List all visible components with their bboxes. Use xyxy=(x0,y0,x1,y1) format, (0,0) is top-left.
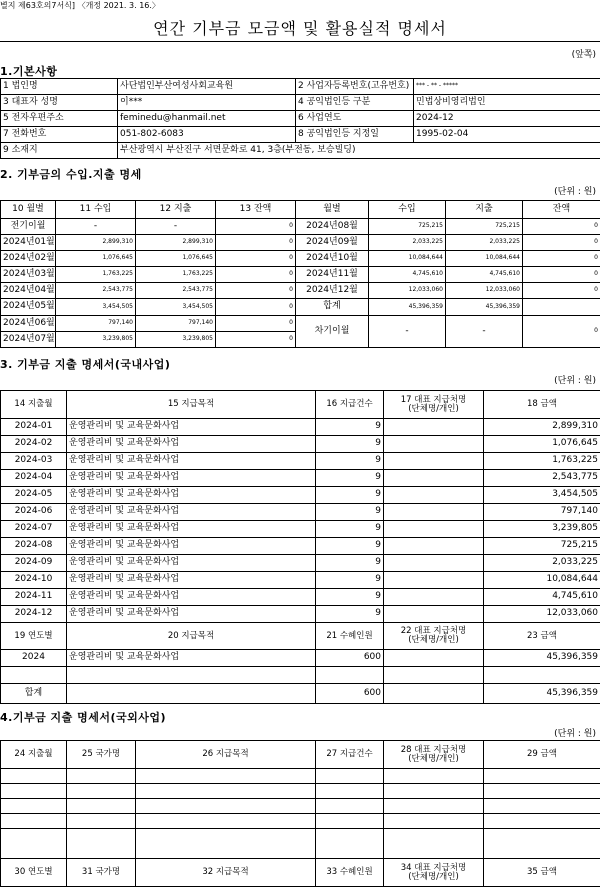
month-cell: 2024년12월 xyxy=(296,283,369,299)
carry-balance: 0 xyxy=(523,316,600,348)
month-cell: 2024-02 xyxy=(1,436,67,453)
field-value: *** - ** - ***** xyxy=(414,79,600,95)
empty-cell xyxy=(136,814,316,829)
field-label: 5 전자우편주소 xyxy=(1,111,118,127)
empty-cell xyxy=(1,784,67,799)
unit-note: (단위 : 원) xyxy=(554,184,596,197)
amount-cell: 1,763,225 xyxy=(484,453,600,470)
column-header: 15 지급목적 xyxy=(67,391,316,419)
table-row xyxy=(1,769,600,784)
empty-cell xyxy=(384,784,484,799)
year-cell: 2024 xyxy=(1,650,67,667)
column-header: 32 지급목적 xyxy=(136,859,316,887)
empty-cell xyxy=(484,814,600,829)
empty-cell xyxy=(67,769,136,784)
amount-cell: 10,084,644 xyxy=(484,572,600,589)
empty-cell xyxy=(136,769,316,784)
expense-cell: 12,033,060 xyxy=(446,283,523,299)
purpose-cell: 운영관리비 및 교육문화사업 xyxy=(67,453,316,470)
empty-cell xyxy=(384,684,484,704)
column-header: 잔액 xyxy=(523,201,600,219)
recipient-cell xyxy=(384,504,484,521)
recipient-cell xyxy=(384,538,484,555)
total-row xyxy=(1,684,600,704)
unit-note: (단위 : 원) xyxy=(554,726,596,739)
table-header-row xyxy=(1,623,600,650)
amount-cell: 2,899,310 xyxy=(484,419,600,436)
count-cell: 9 xyxy=(316,453,384,470)
table-row xyxy=(1,521,600,538)
column-header: 11 수입 xyxy=(56,201,136,219)
table-row xyxy=(1,95,600,111)
income-cell: 1,076,645 xyxy=(56,251,136,267)
table-row xyxy=(1,436,600,453)
column-header: 22 대표 지급처명 (단체명/개인) xyxy=(384,623,484,650)
month-cell: 2024년06월 xyxy=(1,316,56,332)
table-row xyxy=(1,470,600,487)
field-value: 1995-02-04 xyxy=(414,127,600,143)
section-income-title: 2. 기부금의 수입.지출 명세 xyxy=(0,166,142,182)
expense-cell: 2,543,775 xyxy=(136,283,216,299)
purpose-cell: 운영관리비 및 교육문화사업 xyxy=(67,521,316,538)
recipient-cell xyxy=(384,521,484,538)
month-cell: 2024-12 xyxy=(1,606,67,623)
balance-cell: 0 xyxy=(216,251,296,267)
empty-cell xyxy=(67,829,136,859)
column-header: 24 지출월 xyxy=(1,741,67,769)
balance-cell: 0 xyxy=(523,267,600,283)
count-cell: 9 xyxy=(316,504,384,521)
balance-cell: 0 xyxy=(523,251,600,267)
column-header: 13 잔액 xyxy=(216,201,296,219)
income-cell: 3,239,805 xyxy=(56,332,136,348)
field-value: 부산광역시 부산진구 서면문화로 41, 3층(부전동, 보승빌딩) xyxy=(118,143,600,159)
empty-cell xyxy=(316,814,384,829)
expense-cell: - xyxy=(136,219,216,235)
basic-info-table xyxy=(0,78,600,159)
expense-cell: 1,763,225 xyxy=(136,267,216,283)
count-cell: 9 xyxy=(316,555,384,572)
amount-cell: 2,033,225 xyxy=(484,555,600,572)
count-cell: 9 xyxy=(316,487,384,504)
field-label: 4 공익법인등 구분 xyxy=(296,95,414,111)
balance-cell: 0 xyxy=(216,316,296,332)
table-header-row xyxy=(1,201,600,219)
count-cell: 9 xyxy=(316,606,384,623)
income-cell: 4,745,610 xyxy=(369,267,446,283)
table-row xyxy=(1,799,600,814)
empty-cell xyxy=(484,799,600,814)
recipient-cell xyxy=(384,650,484,667)
table-row xyxy=(1,283,600,299)
table-row xyxy=(1,589,600,606)
purpose-cell: 운영관리비 및 교육문화사업 xyxy=(67,589,316,606)
domestic-table xyxy=(0,390,600,704)
column-header: 29 금액 xyxy=(484,741,600,769)
expense-cell: 725,215 xyxy=(446,219,523,235)
field-label: 9 소재지 xyxy=(1,143,118,159)
expense-cell: 1,076,645 xyxy=(136,251,216,267)
table-row xyxy=(1,667,600,684)
empty-cell xyxy=(136,799,316,814)
purpose-cell: 운영관리비 및 교육문화사업 xyxy=(67,436,316,453)
total-beneficiaries: 600 xyxy=(316,684,384,704)
table-row xyxy=(1,538,600,555)
beneficiary-cell: 600 xyxy=(316,650,384,667)
table-row xyxy=(1,572,600,589)
purpose-cell: 운영관리비 및 교육문화사업 xyxy=(67,572,316,589)
balance-cell: 0 xyxy=(216,299,296,316)
form-note: 별지 제63호의7서식] 〈개정 2021. 3. 16.〉 xyxy=(0,0,160,11)
column-header: 35 금액 xyxy=(484,859,600,887)
table-row xyxy=(1,79,600,95)
month-cell: 2024년03월 xyxy=(1,267,56,283)
income-cell: 12,033,060 xyxy=(369,283,446,299)
income-cell: 797,140 xyxy=(56,316,136,332)
table-header-row xyxy=(1,741,600,769)
income-cell: 45,396,359 xyxy=(369,299,446,316)
table-row xyxy=(1,829,600,859)
table-row xyxy=(1,419,600,436)
empty-cell xyxy=(316,667,384,684)
total-label: 합계 xyxy=(1,684,67,704)
empty-cell xyxy=(136,784,316,799)
column-header: 25 국가명 xyxy=(67,741,136,769)
table-header-row xyxy=(1,859,600,887)
column-header: 지출 xyxy=(446,201,523,219)
amount-cell: 45,396,359 xyxy=(484,650,600,667)
empty-cell xyxy=(484,769,600,784)
field-value: 2024-12 xyxy=(414,111,600,127)
empty-cell xyxy=(67,684,316,704)
amount-cell: 797,140 xyxy=(484,504,600,521)
month-cell: 2024-07 xyxy=(1,521,67,538)
purpose-cell: 운영관리비 및 교육문화사업 xyxy=(67,555,316,572)
carry-income: - xyxy=(369,316,446,348)
income-cell: 725,215 xyxy=(369,219,446,235)
table-row xyxy=(1,219,600,235)
empty-cell xyxy=(1,667,67,684)
column-header: 16 지급건수 xyxy=(316,391,384,419)
page-title: 연간 기부금 모금액 및 활용실적 명세서 xyxy=(0,16,600,39)
income-cell: 1,763,225 xyxy=(56,267,136,283)
month-cell: 2024-09 xyxy=(1,555,67,572)
column-header: 30 연도별 xyxy=(1,859,67,887)
month-cell: 합계 xyxy=(296,299,369,316)
balance-cell: 0 xyxy=(523,235,600,251)
table-row xyxy=(1,267,600,283)
purpose-cell: 운영관리비 및 교육문화사업 xyxy=(67,419,316,436)
month-cell: 2024-08 xyxy=(1,538,67,555)
month-cell: 2024년08월 xyxy=(296,219,369,235)
empty-cell xyxy=(67,799,136,814)
month-cell: 2024-10 xyxy=(1,572,67,589)
column-header: 월별 xyxy=(296,201,369,219)
table-row xyxy=(1,299,600,316)
purpose-cell: 운영관리비 및 교육문화사업 xyxy=(67,504,316,521)
empty-cell xyxy=(316,769,384,784)
table-row xyxy=(1,650,600,667)
purpose-cell: 운영관리비 및 교육문화사업 xyxy=(67,650,316,667)
field-label: 7 전화번호 xyxy=(1,127,118,143)
month-cell: 2024년05월 xyxy=(1,299,56,316)
month-cell: 2024-11 xyxy=(1,589,67,606)
table-row xyxy=(1,784,600,799)
balance-cell: 0 xyxy=(216,219,296,235)
income-cell: - xyxy=(56,219,136,235)
income-cell: 2,899,310 xyxy=(56,235,136,251)
table-row xyxy=(1,251,600,267)
purpose-cell: 운영관리비 및 교육문화사업 xyxy=(67,538,316,555)
balance-cell: 0 xyxy=(216,235,296,251)
empty-cell xyxy=(384,667,484,684)
empty-cell xyxy=(316,829,384,859)
column-header: 26 지급목적 xyxy=(136,741,316,769)
field-label: 2 사업자등록번호(고유번호) xyxy=(296,79,414,95)
recipient-cell xyxy=(384,453,484,470)
purpose-cell: 운영관리비 및 교육문화사업 xyxy=(67,487,316,504)
empty-cell xyxy=(136,829,316,859)
empty-cell xyxy=(1,769,67,784)
empty-cell xyxy=(67,667,316,684)
empty-cell xyxy=(384,799,484,814)
month-cell: 2024-05 xyxy=(1,487,67,504)
month-cell: 2024년02월 xyxy=(1,251,56,267)
recipient-cell xyxy=(384,487,484,504)
recipient-cell xyxy=(384,555,484,572)
income-expense-table xyxy=(0,200,600,348)
empty-cell xyxy=(1,799,67,814)
count-cell: 9 xyxy=(316,538,384,555)
month-cell: 2024-06 xyxy=(1,504,67,521)
month-cell: 전기이월 xyxy=(1,219,56,235)
month-cell: 2024-04 xyxy=(1,470,67,487)
section-basic-title: 1.기본사항 xyxy=(0,63,57,79)
empty-cell xyxy=(484,829,600,859)
recipient-cell xyxy=(384,419,484,436)
recipient-cell xyxy=(384,572,484,589)
empty-cell xyxy=(67,814,136,829)
column-header: 20 지급목적 xyxy=(67,623,316,650)
recipient-cell xyxy=(384,436,484,453)
column-header: 31 국가명 xyxy=(67,859,136,887)
column-header: 18 금액 xyxy=(484,391,600,419)
field-value: 사단법인부산여성사회교육원 xyxy=(118,79,296,95)
empty-cell xyxy=(484,667,600,684)
amount-cell: 4,745,610 xyxy=(484,589,600,606)
amount-cell: 725,215 xyxy=(484,538,600,555)
table-header-row xyxy=(1,391,600,419)
empty-cell xyxy=(384,814,484,829)
section-domestic-title: 3. 기부금 지출 명세서(국내사업) xyxy=(0,356,170,372)
expense-cell: 3,454,505 xyxy=(136,299,216,316)
count-cell: 9 xyxy=(316,470,384,487)
month-cell: 2024년04월 xyxy=(1,283,56,299)
empty-cell xyxy=(1,814,67,829)
month-cell: 2024년01월 xyxy=(1,235,56,251)
empty-cell xyxy=(316,784,384,799)
column-header: 28 대표 지급처명 (단체명/개인) xyxy=(384,741,484,769)
recipient-cell xyxy=(384,589,484,606)
empty-cell xyxy=(1,829,67,859)
table-row xyxy=(1,504,600,521)
unit-note: (단위 : 원) xyxy=(554,373,596,386)
balance-cell: 0 xyxy=(523,283,600,299)
section-foreign-title: 4.기부금 지출 명세서(국외사업) xyxy=(0,709,166,725)
count-cell: 9 xyxy=(316,419,384,436)
field-value: 051-802-6083 xyxy=(118,127,296,143)
table-row xyxy=(1,555,600,572)
count-cell: 9 xyxy=(316,589,384,606)
carry-expense: - xyxy=(446,316,523,348)
balance-cell xyxy=(523,299,600,316)
count-cell: 9 xyxy=(316,436,384,453)
column-header: 17 대표 지급처명 (단체명/개인) xyxy=(384,391,484,419)
table-row xyxy=(1,235,600,251)
field-label: 8 공익법인등 지정일 xyxy=(296,127,414,143)
column-header: 21 수혜인원 xyxy=(316,623,384,650)
income-cell: 3,454,505 xyxy=(56,299,136,316)
field-label: 1 법인명 xyxy=(1,79,118,95)
column-header: 33 수혜인원 xyxy=(316,859,384,887)
recipient-cell xyxy=(384,606,484,623)
amount-cell: 12,033,060 xyxy=(484,606,600,623)
field-value: 이*** xyxy=(118,95,296,111)
empty-cell xyxy=(384,769,484,784)
purpose-cell: 운영관리비 및 교육문화사업 xyxy=(67,470,316,487)
carry-label: 차기이월 xyxy=(296,316,369,348)
table-row xyxy=(1,814,600,829)
column-header: 23 금액 xyxy=(484,623,600,650)
month-cell: 2024년09월 xyxy=(296,235,369,251)
recipient-cell xyxy=(384,470,484,487)
table-row xyxy=(1,111,600,127)
purpose-cell: 운영관리비 및 교육문화사업 xyxy=(67,606,316,623)
amount-cell: 1,076,645 xyxy=(484,436,600,453)
balance-cell: 0 xyxy=(216,283,296,299)
table-row xyxy=(1,453,600,470)
amount-cell: 3,454,505 xyxy=(484,487,600,504)
column-header: 27 지급건수 xyxy=(316,741,384,769)
empty-cell xyxy=(484,784,600,799)
field-label: 6 사업연도 xyxy=(296,111,414,127)
expense-cell: 3,239,805 xyxy=(136,332,216,348)
field-label: 3 대표자 성명 xyxy=(1,95,118,111)
table-row xyxy=(1,143,600,159)
count-cell: 9 xyxy=(316,572,384,589)
column-header: 12 지출 xyxy=(136,201,216,219)
expense-cell: 2,033,225 xyxy=(446,235,523,251)
column-header: 19 연도별 xyxy=(1,623,67,650)
income-cell: 2,033,225 xyxy=(369,235,446,251)
expense-cell: 797,140 xyxy=(136,316,216,332)
total-amount: 45,396,359 xyxy=(484,684,600,704)
expense-cell: 2,899,310 xyxy=(136,235,216,251)
table-row xyxy=(1,316,600,332)
month-cell: 2024년07월 xyxy=(1,332,56,348)
month-cell: 2024-03 xyxy=(1,453,67,470)
field-value: 민법상비영리법인 xyxy=(414,95,600,111)
amount-cell: 2,543,775 xyxy=(484,470,600,487)
table-row xyxy=(1,487,600,504)
balance-cell: 0 xyxy=(216,332,296,348)
month-cell: 2024년11월 xyxy=(296,267,369,283)
income-cell: 2,543,775 xyxy=(56,283,136,299)
month-cell: 2024년10월 xyxy=(296,251,369,267)
balance-cell: 0 xyxy=(216,267,296,283)
divider xyxy=(0,41,600,42)
expense-cell: 10,084,644 xyxy=(446,251,523,267)
table-row xyxy=(1,127,600,143)
empty-cell xyxy=(67,784,136,799)
column-header: 10 월별 xyxy=(1,201,56,219)
field-value: feminedu@hanmail.net xyxy=(118,111,296,127)
empty-cell xyxy=(384,829,484,859)
count-cell: 9 xyxy=(316,521,384,538)
balance-cell: 0 xyxy=(523,219,600,235)
month-cell: 2024-01 xyxy=(1,419,67,436)
empty-cell xyxy=(316,799,384,814)
income-cell: 10,084,644 xyxy=(369,251,446,267)
table-row xyxy=(1,606,600,623)
front-note: (앞쪽) xyxy=(572,47,596,60)
column-header: 14 지출월 xyxy=(1,391,67,419)
expense-cell: 45,396,359 xyxy=(446,299,523,316)
amount-cell: 3,239,805 xyxy=(484,521,600,538)
column-header: 수입 xyxy=(369,201,446,219)
column-header: 34 대표 지급처명 (단체명/개인) xyxy=(384,859,484,887)
expense-cell: 4,745,610 xyxy=(446,267,523,283)
